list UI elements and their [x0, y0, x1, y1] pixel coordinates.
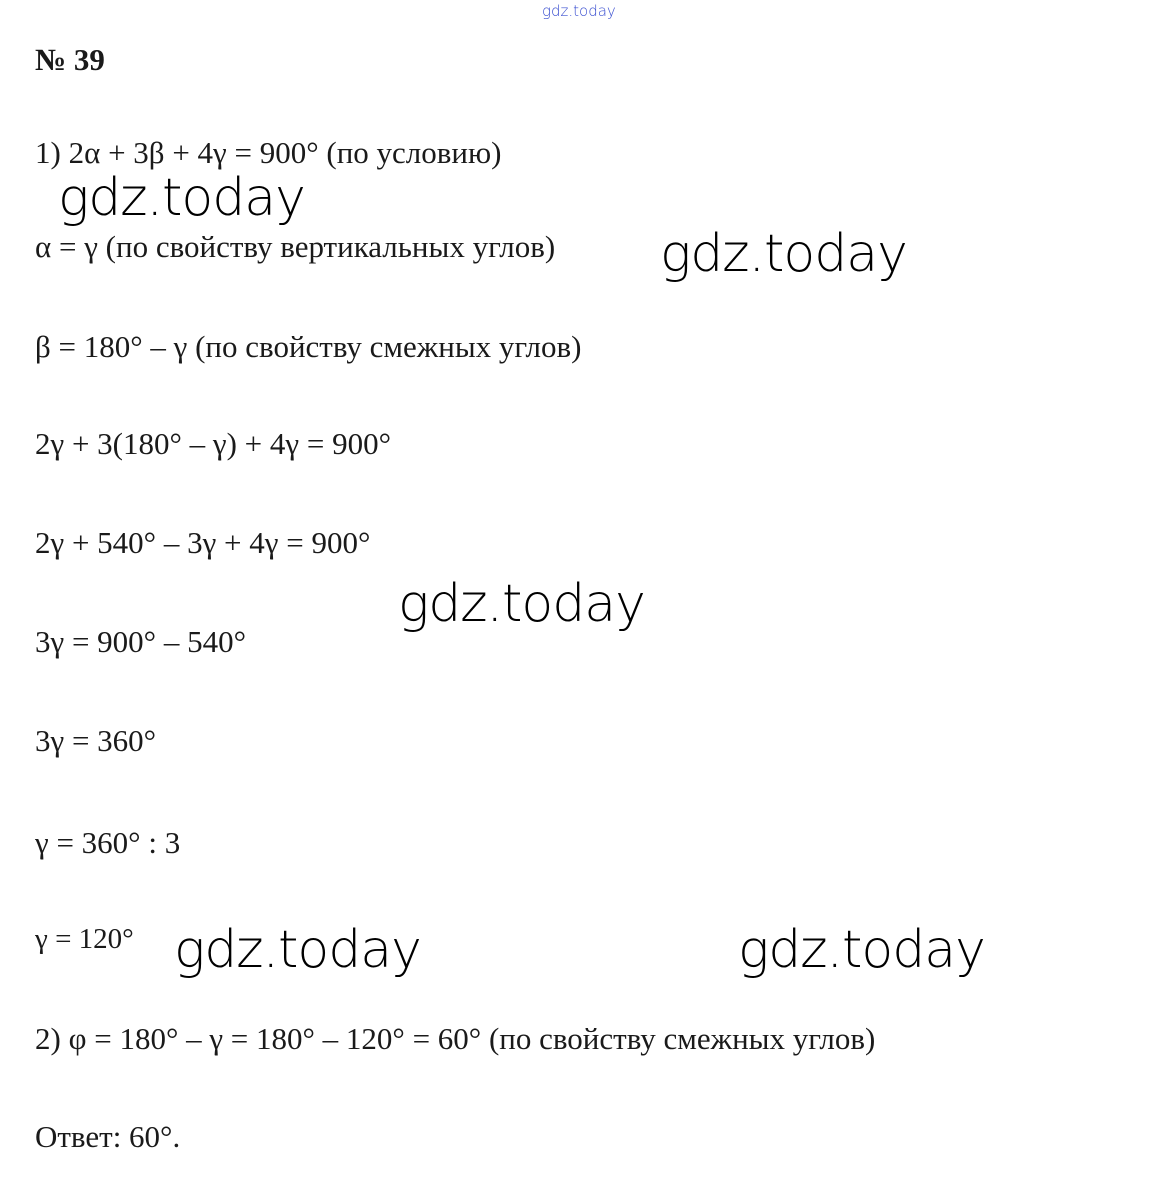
solution-line-2: α = γ (по свойству вертикальных углов) [35, 229, 556, 264]
solution-line-10: 2) φ = 180° – γ = 180° – 120° = 60° (по свойству смежных углов) [35, 1021, 876, 1056]
problem-number: № 39 [35, 42, 105, 77]
solution-line-9: γ = 120° [35, 923, 134, 955]
watermark-1: gdz.today [58, 168, 305, 228]
watermark-2: gdz.today [660, 224, 907, 284]
watermark-4: gdz.today [174, 920, 421, 980]
answer-line: Ответ: 60°. [35, 1119, 181, 1154]
watermark-3: gdz.today [398, 574, 645, 634]
solution-line-3: β = 180° – γ (по свойству смежных углов) [35, 329, 582, 364]
watermark-5: gdz.today [738, 920, 985, 980]
solution-line-7: 3γ = 360° [35, 723, 157, 758]
solution-line-4: 2γ + 3(180° – γ) + 4γ = 900° [35, 426, 391, 461]
solution-line-1: 1) 2α + 3β + 4γ = 900° (по условию) [35, 135, 502, 170]
top-watermark: gdz.today [542, 2, 616, 20]
solution-line-8: γ = 360° : 3 [35, 825, 181, 860]
solution-line-5: 2γ + 540° – 3γ + 4γ = 900° [35, 525, 371, 560]
solution-line-6: 3γ = 900° – 540° [35, 624, 246, 659]
